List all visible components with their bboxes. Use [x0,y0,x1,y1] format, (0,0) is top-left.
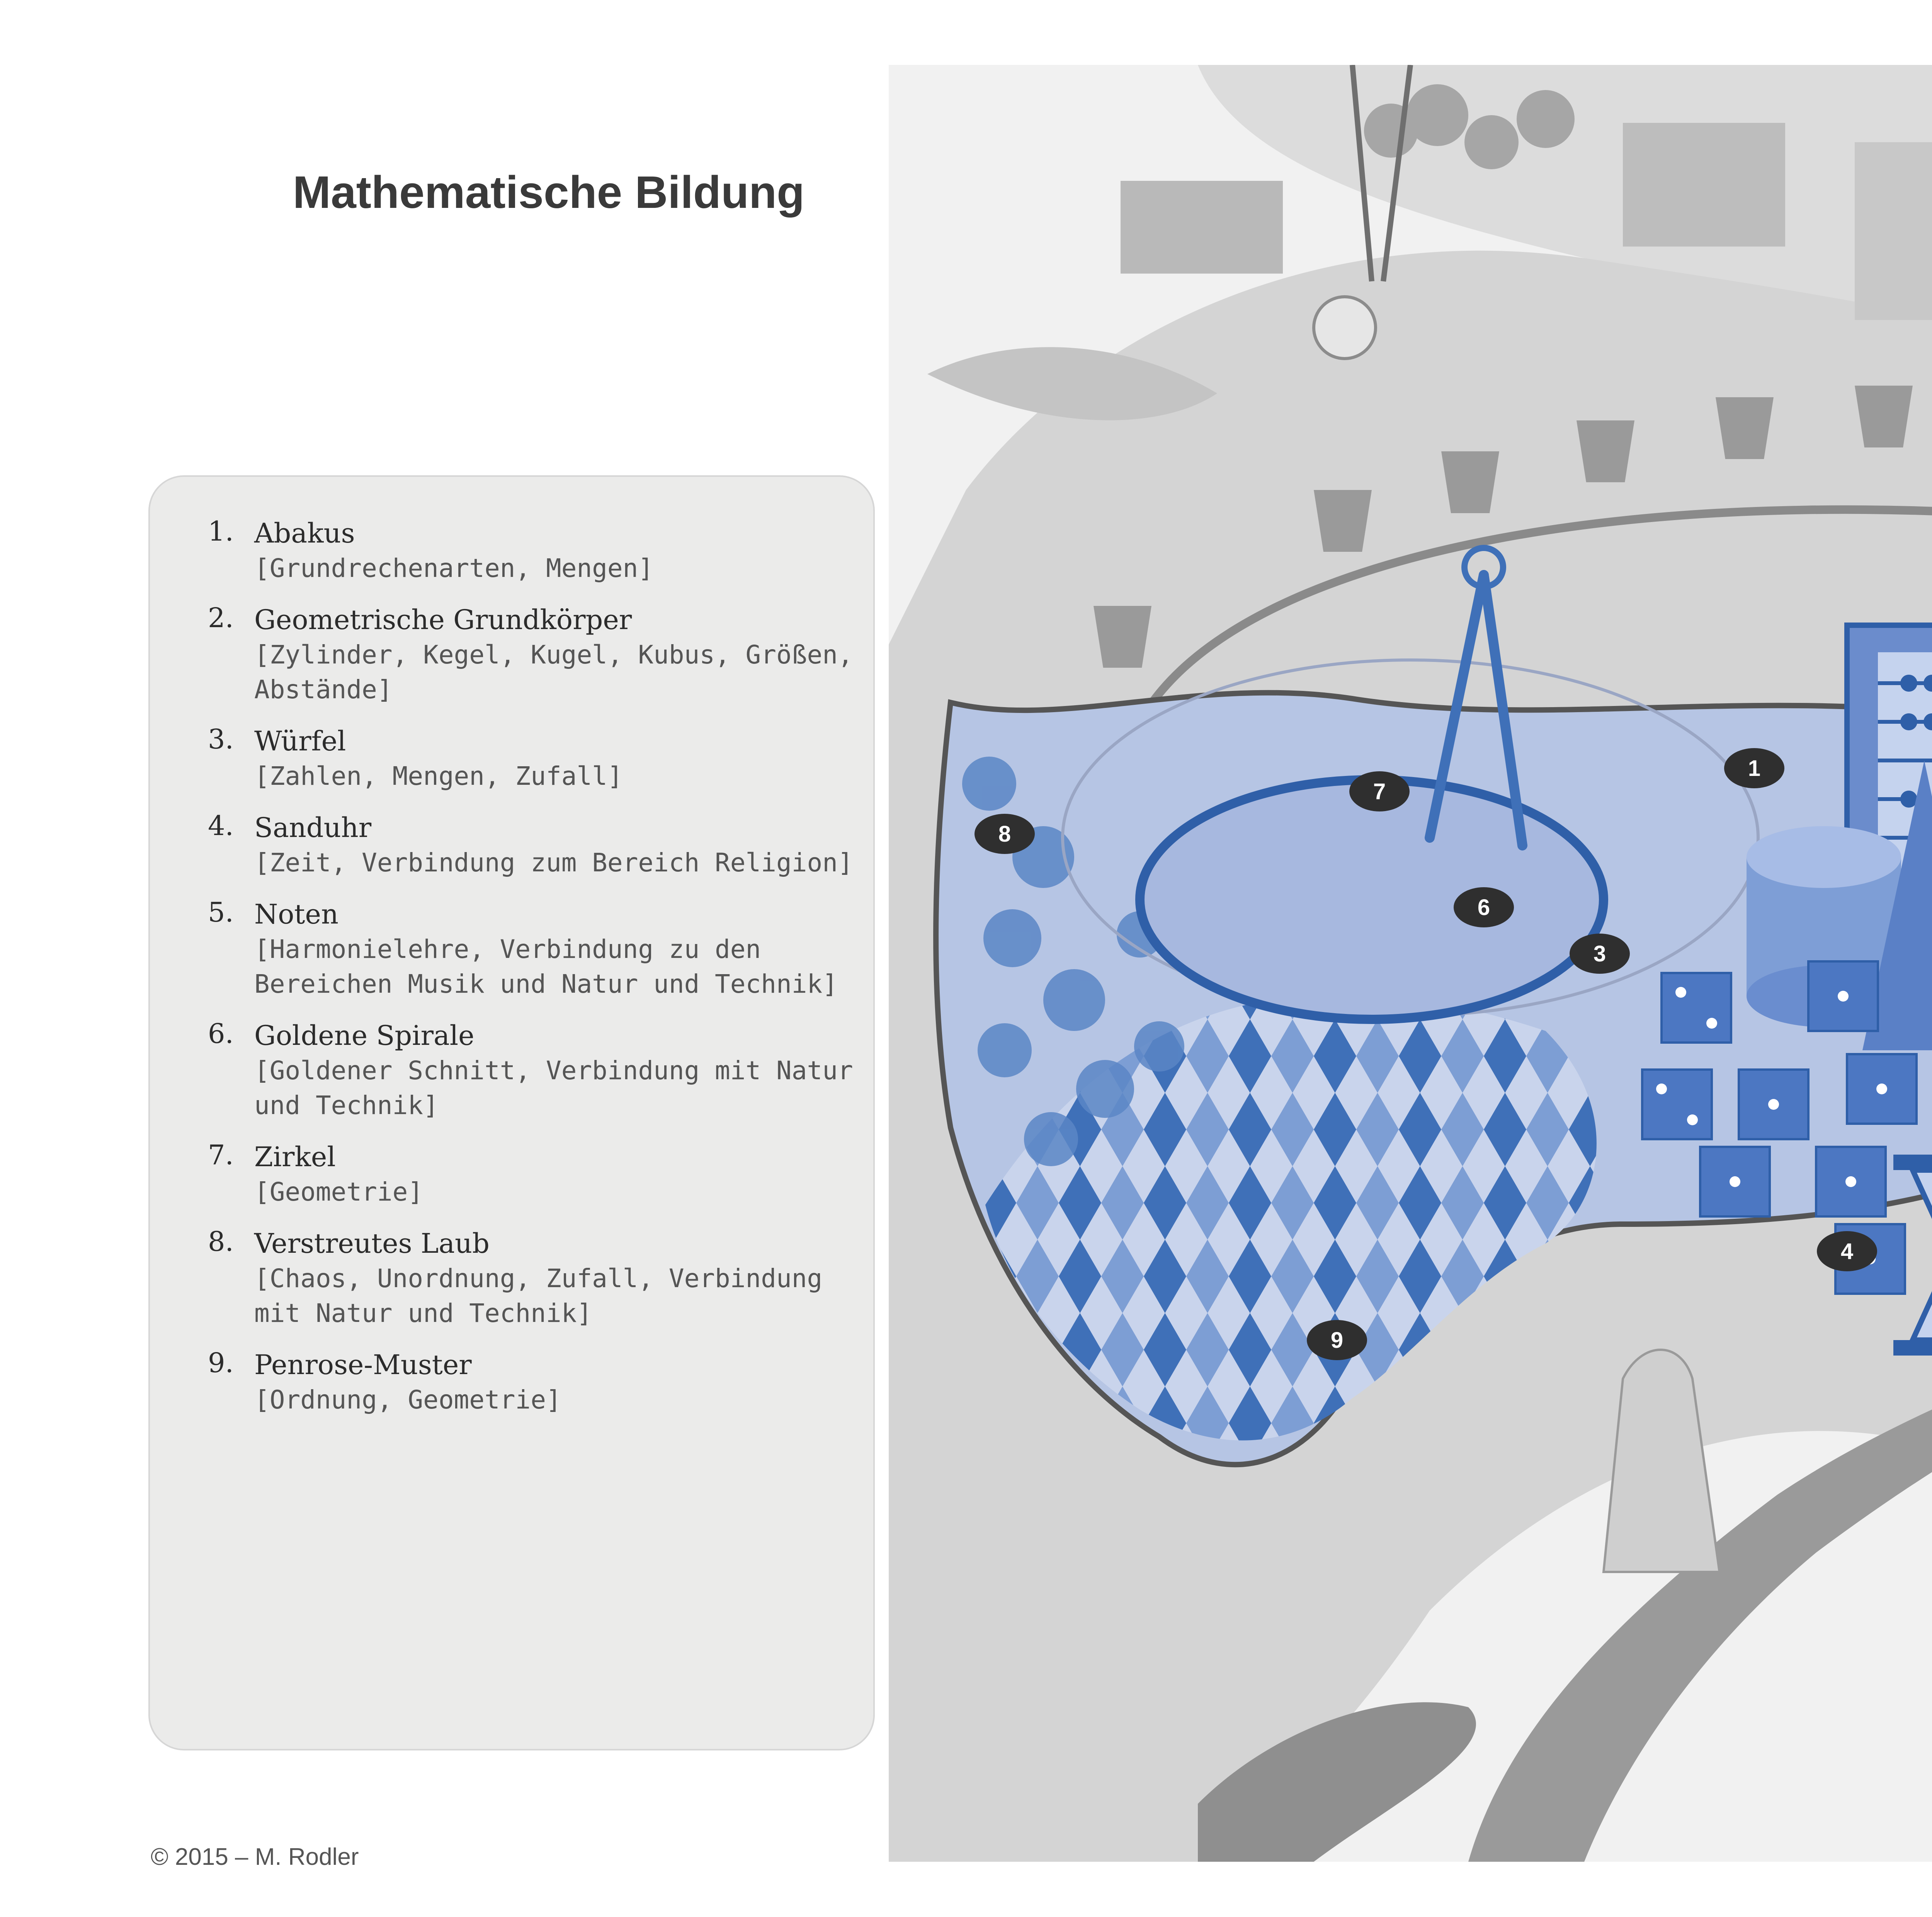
page-title: Mathematische Bildung [293,167,805,218]
legend-item-description: [Grundrechenarten, Mengen] [254,553,654,583]
legend-item-name: Sanduhr [254,812,372,844]
legend-item-description: [Chaos, Unordnung, Zufall, Verbindung mit Natur und Technik] [254,1264,823,1328]
legend-item-name: Abakus [254,517,355,549]
marker-7 [1349,771,1410,811]
marker-8 [975,814,1035,854]
golden-spiral-circle [1140,780,1604,1019]
legend-item-name: Goldene Spirale [254,1020,474,1051]
copyright: © 2015 – M. Rodler [151,1844,359,1870]
legend-item-description: [Geometrie] [254,1177,423,1207]
legend-list [181,515,861,1434]
marker-label: 4 [1840,1239,1854,1264]
marker-label: 7 [1373,779,1386,804]
legend-item-laub [181,1226,861,1331]
legend-item-number: 4. [208,810,234,842]
legend-item-name: Verstreutes Laub [254,1228,490,1259]
brain-map-illustration [889,65,1932,1862]
legend-item-description: [Ordnung, Geometrie] [254,1385,561,1415]
legend-item-description: [Zylinder, Kegel, Kugel, Kubus, Größen, Abstände] [254,640,853,704]
legend-item-description: [Goldener Schnitt, Verbindung mit Natur und Technik] [254,1056,853,1120]
legend-item-noten [181,896,861,1002]
marker-label: 1 [1748,756,1761,781]
legend-item-number: 7. [208,1139,234,1171]
marker-label: 3 [1593,941,1606,966]
legend-item-number: 6. [208,1018,234,1050]
marker-9 [1307,1320,1367,1360]
marker-label: 6 [1477,895,1490,920]
marker-4 [1817,1231,1877,1271]
legend-item-zirkel [181,1139,861,1209]
marker-3 [1570,934,1630,974]
legend-item-description: [Harmonielehre, Verbindung zu den Bereichen Musik und Natur und Technik] [254,934,838,999]
legend-panel [148,475,875,1750]
marker-label: 9 [1330,1328,1344,1353]
legend-item-description: [Zahlen, Mengen, Zufall] [254,761,623,791]
legend-item-description: [Zeit, Verbindung zum Bereich Religion] [254,848,853,878]
legend-item-number: 5. [208,896,234,928]
legend-item-penrose [181,1347,861,1417]
legend-item-name: Geometrische Grundkörper [254,604,632,636]
legend-item-number: 9. [208,1347,234,1379]
legend-item-name: Noten [254,898,339,930]
legend-item-number: 1. [208,515,234,547]
legend-item-abakus [181,515,861,586]
legend-item-wuerfel [181,723,861,794]
legend-item-goldene-spirale [181,1018,861,1123]
legend-item-grundkoerper [181,602,861,707]
legend-item-name: Zirkel [254,1141,336,1173]
legend-item-number: 8. [208,1226,234,1257]
legend-item-name: Penrose-Muster [254,1349,472,1381]
legend-item-number: 3. [208,723,234,755]
legend-item-sanduhr [181,810,861,880]
marker-1 [1724,748,1784,788]
marker-6 [1454,887,1514,927]
legend-item-name: Würfel [254,725,346,757]
legend-item-number: 2. [208,602,234,634]
marker-label: 8 [998,822,1011,847]
